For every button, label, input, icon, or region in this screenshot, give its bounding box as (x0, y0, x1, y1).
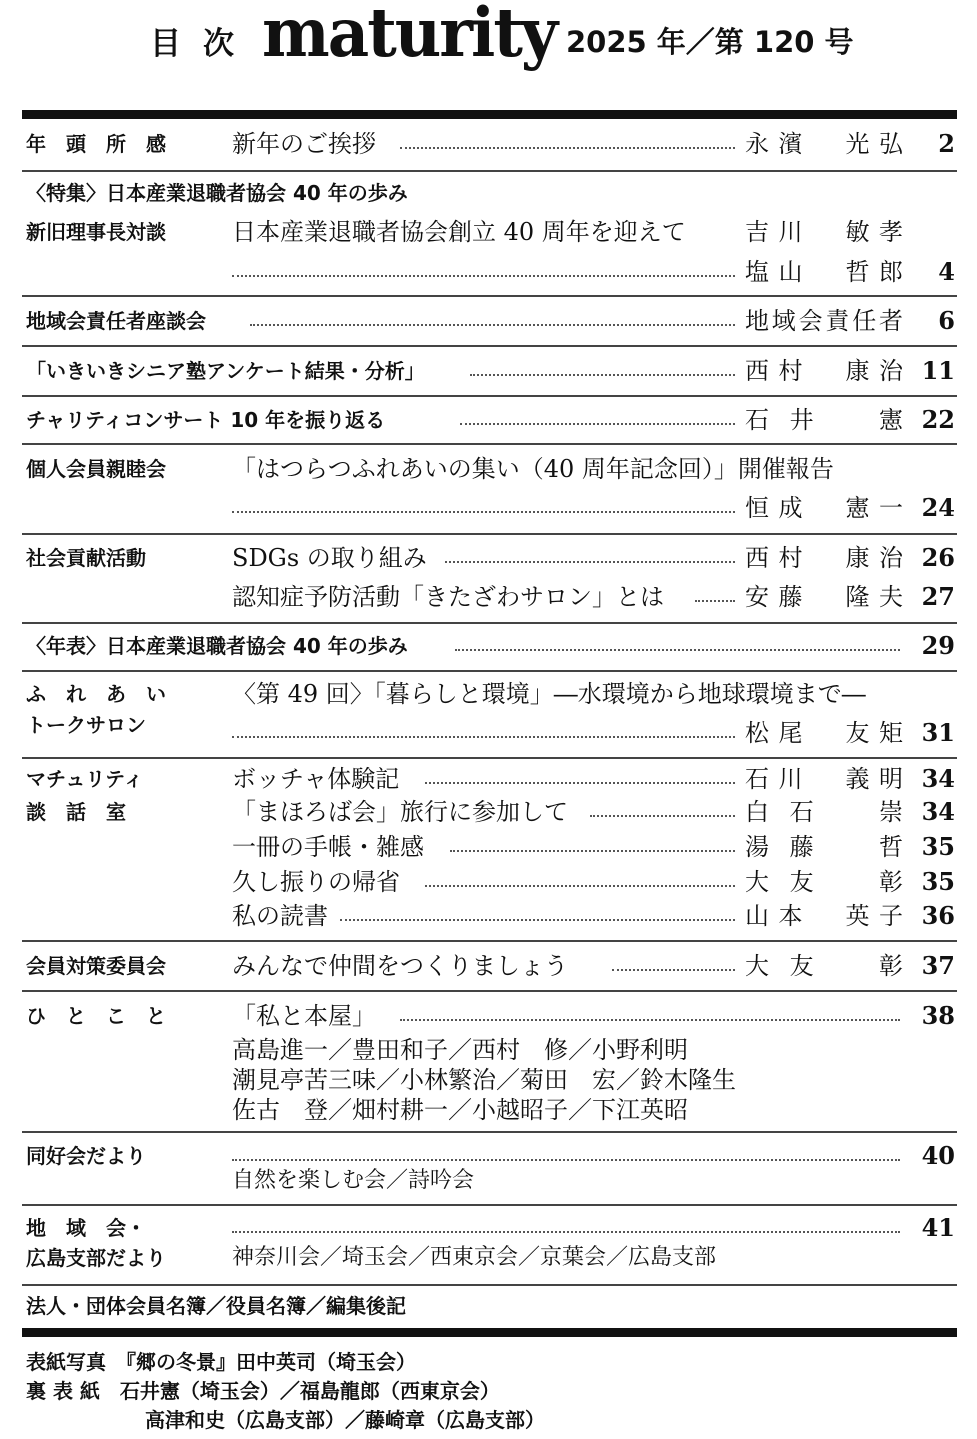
entry-category: 同好会だより (26, 1144, 146, 1168)
entry-category: 広島支部だより (26, 1246, 166, 1270)
contributor-line (0, 1093, 977, 1127)
contributor-line (0, 1063, 977, 1097)
divider (22, 1131, 957, 1133)
divider (22, 170, 957, 172)
entry-page: 2 (938, 129, 955, 158)
entry-author: 西村 康治 (745, 544, 903, 572)
cover-photo-credit: 表紙写真 『郷の冬景』田中英司（埼玉会） (26, 1350, 416, 1374)
leader-dots (445, 561, 735, 563)
toc-entry-cont (0, 1241, 977, 1275)
entry-page: 41 (921, 1213, 955, 1242)
entry-author: 大友 彰 (745, 868, 903, 896)
leader-dots (590, 815, 735, 817)
entry-title: 「いきいきシニア塾アンケート結果・分析」 (26, 359, 425, 383)
entry-author: 恒成 憲一 (745, 494, 903, 522)
leader-dots (340, 919, 735, 921)
entry-subtitle: 自然を楽しむ会／詩吟会 (232, 1168, 475, 1193)
leader-dots (470, 374, 735, 376)
entry-page: 11 (921, 356, 955, 385)
entry-page: 38 (921, 1001, 955, 1030)
leader-dots (695, 600, 735, 602)
contributor-names: 佐古 登／畑村耕一／小越昭子／下江英昭 (232, 1096, 688, 1124)
entry-page: 31 (921, 718, 955, 747)
entry-author: 松尾 友矩 (745, 719, 903, 747)
special-feature-title: 〈特集〉日本産業退職者協会 40 年の歩み (26, 181, 408, 205)
entry-author: 永濱 光弘 (745, 130, 903, 158)
entry-title: チャリティコンサート 10 年を振り返る (26, 408, 386, 432)
entry-title: 「私と本屋」 (232, 1002, 376, 1030)
entry-author: 湯藤 哲 (745, 833, 903, 861)
divider (22, 1204, 957, 1206)
entry-category: 談 話 室 (26, 800, 126, 824)
entry-page: 40 (921, 1141, 955, 1170)
contributor-names: 潮見亭苦三味／小林繁治／菊田 宏／鈴木隆生 (232, 1066, 736, 1094)
divider (22, 395, 957, 397)
entry-category: 地 域 会・ (26, 1216, 146, 1240)
entry-title: 新年のご挨拶 (232, 130, 376, 158)
toc-heading: 目次 (150, 26, 256, 62)
entry-page: 22 (921, 405, 955, 434)
toc-entry[interactable] (0, 795, 977, 829)
entry-page: 35 (921, 867, 955, 896)
entry-title: 「まほろば会」旅行に参加して (232, 798, 568, 826)
toc-entry[interactable] (0, 452, 977, 486)
leader-dots (455, 649, 900, 651)
entry-page: 4 (938, 257, 955, 286)
entry-subtitle: 神奈川会／埼玉会／西東京会／京葉会／広島支部 (232, 1245, 717, 1270)
entry-page: 36 (921, 901, 955, 930)
maturity-logo: maturity (262, 0, 557, 73)
entry-category: 社会貢献活動 (26, 546, 146, 570)
top-rule (22, 110, 957, 119)
toc-entry-cont (0, 716, 977, 750)
leader-dots (232, 1159, 900, 1161)
contributor-line (0, 1033, 977, 1067)
entry-category: ひ と こ と (26, 1004, 166, 1028)
toc-entry[interactable] (0, 1211, 977, 1245)
entry-category: マチュリティ (26, 767, 144, 791)
leader-dots (250, 324, 735, 326)
toc-entry[interactable] (0, 949, 977, 983)
header (0, 0, 977, 90)
entry-title: 地域会責任者座談会 (26, 309, 206, 333)
entry-title: 〈第 49 回〉「暮らしと環境」―水環境から地球環境まで― (232, 680, 866, 708)
entry-title: 私の読書 (232, 902, 328, 930)
entry-title: みんなで仲間をつくりましょう (232, 952, 568, 980)
back-cover-credit: 裏 表 紙 石井憲（埼玉会）／福島龍郎（西東京会） (26, 1379, 500, 1403)
entry-title: SDGs の取り組み (232, 544, 427, 572)
leader-dots (232, 736, 735, 738)
divider (22, 295, 957, 297)
entry-title: 〈年表〉日本産業退職者協会 40 年の歩み (26, 634, 408, 658)
entry-page: 6 (938, 306, 955, 335)
toc-entry[interactable] (0, 403, 977, 437)
toc-entry[interactable] (0, 541, 977, 575)
entry-page: 35 (921, 832, 955, 861)
divider (22, 345, 957, 347)
entry-author: 石川 義明 (745, 765, 903, 793)
entry-author: 大友 彰 (745, 952, 903, 980)
leader-dots (232, 1231, 900, 1233)
divider (22, 1284, 957, 1286)
leader-dots (400, 147, 735, 149)
toc-entry[interactable] (0, 1289, 977, 1323)
entry-author: 白石 崇 (745, 798, 903, 826)
divider (22, 940, 957, 942)
entry-author: 西村 康治 (745, 357, 903, 385)
entry-title: 久し振りの帰省 (232, 868, 400, 896)
toc-entry[interactable] (0, 127, 977, 161)
subentry-line (0, 1164, 977, 1198)
toc-entry-cont (0, 491, 977, 525)
entry-author: 吉川 敏孝 (745, 218, 903, 246)
entry-author: 地域会責任者 (745, 307, 903, 335)
entry-author: 石井 憲 (745, 406, 903, 434)
entry-category: ふ れ あ い (26, 682, 166, 706)
contributor-names: 高島進一／豊田和子／西村 修／小野利明 (232, 1036, 688, 1064)
leader-dots (460, 423, 735, 425)
entry-page: 24 (921, 493, 955, 522)
entry-author: 山本 英子 (745, 902, 903, 930)
leader-dots (425, 885, 735, 887)
leader-dots (425, 782, 735, 784)
entry-page: 29 (921, 631, 955, 660)
leader-dots (232, 511, 735, 513)
bottom-rule (22, 1328, 957, 1337)
entry-author: 安藤 隆夫 (745, 583, 903, 611)
divider (22, 757, 957, 759)
toc-entry[interactable] (0, 899, 977, 933)
entry-page: 27 (921, 582, 955, 611)
leader-dots (612, 969, 735, 971)
toc-entry[interactable] (0, 865, 977, 899)
toc-entry[interactable] (0, 354, 977, 388)
entry-category: 個人会員親睦会 (26, 457, 166, 481)
leader-dots (400, 1019, 900, 1021)
toc-entry[interactable] (0, 629, 977, 663)
entry-category: 会員対策委員会 (26, 954, 166, 978)
entry-title: 認知症予防活動「きたざわサロン」とは (232, 583, 664, 611)
leader-dots (232, 275, 735, 277)
toc-entry[interactable] (0, 580, 977, 614)
leader-dots (450, 850, 735, 852)
toc-entry[interactable] (0, 999, 977, 1033)
entry-title: ボッチャ体験記 (232, 765, 400, 793)
issue-number: 2025 年／第 120 号 (566, 25, 854, 59)
entry-title: 一冊の手帳・雑感 (232, 833, 424, 861)
entry-author: 塩山 哲郎 (745, 258, 903, 286)
entry-page: 34 (921, 797, 955, 826)
entry-title: 「はつらつふれあいの集い（40 周年記念回）」開催報告 (232, 455, 834, 483)
entry-category: 年 頭 所 感 (26, 132, 166, 156)
entry-category: トークサロン (26, 713, 146, 737)
toc-entry[interactable] (0, 677, 977, 711)
divider (22, 533, 957, 535)
toc-entry-cont (0, 255, 977, 289)
toc-entry[interactable] (0, 762, 977, 796)
divider (22, 622, 957, 624)
divider (22, 990, 957, 992)
divider (22, 670, 957, 672)
divider (22, 443, 957, 445)
entry-title: 法人・団体会員名簿／役員名簿／編集後記 (26, 1294, 406, 1318)
toc-entry[interactable] (0, 215, 977, 249)
toc-special (0, 176, 977, 210)
entry-page: 34 (921, 764, 955, 793)
entry-page: 37 (921, 951, 955, 980)
entry-category: 新旧理事長対談 (26, 220, 166, 244)
back-cover-credit-cont: 高津和史（広島支部）／藤崎章（広島支部） (145, 1408, 545, 1432)
entry-page: 26 (921, 543, 955, 572)
entry-title: 日本産業退職者協会創立 40 周年を迎えて (232, 218, 686, 246)
toc-entry[interactable] (0, 304, 977, 338)
toc-entry[interactable] (0, 830, 977, 864)
